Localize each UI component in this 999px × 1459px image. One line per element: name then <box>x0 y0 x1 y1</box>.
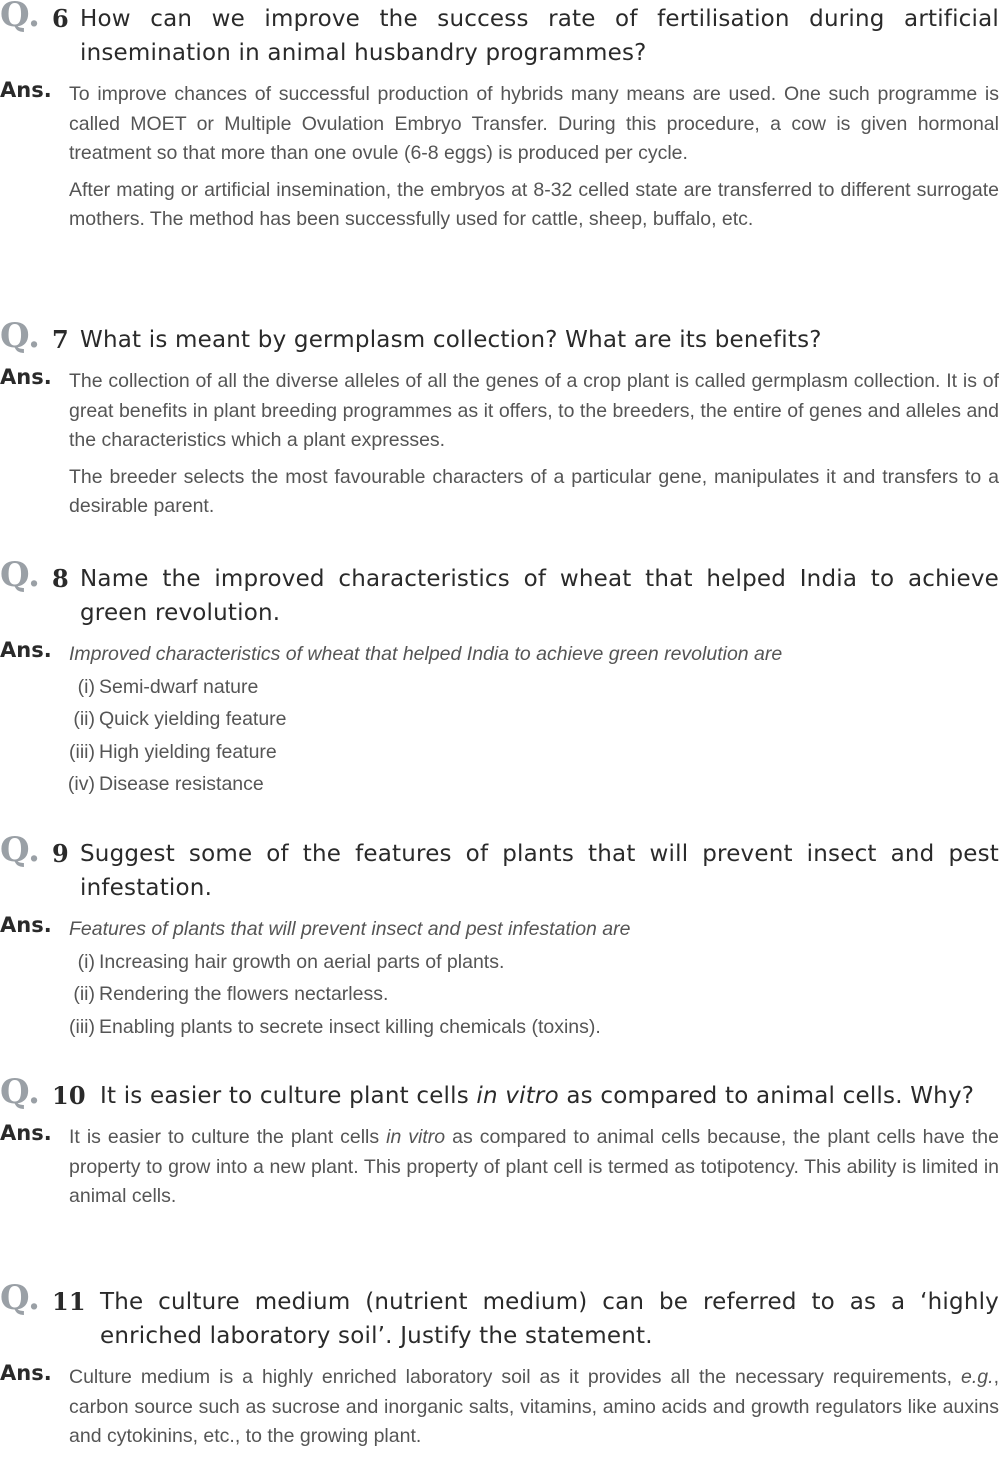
question-label: Q. <box>0 1278 41 1318</box>
answer-label: Ans. <box>0 1121 52 1145</box>
list-numeral: (iv) <box>67 773 95 795</box>
question-text: It is easier to culture plant cells in vitro as compared to animal cells. Why? <box>100 1083 975 1109</box>
list-item <box>69 1011 999 1044</box>
answer-paragraph: The breeder selects the most favourable characters of a particular gene, manipulates it and transfers to a desirable parent. <box>69 465 999 517</box>
list-text: High yielding feature <box>99 740 277 763</box>
answer-block <box>0 1123 999 1212</box>
answer-intro: Features of plants that will prevent insect and pest infestation are <box>69 918 631 940</box>
list-item <box>69 946 999 979</box>
list-item <box>69 978 999 1011</box>
question-heading <box>0 1072 999 1113</box>
question-number: 6 <box>52 4 69 33</box>
answer-label: Ans. <box>0 913 52 937</box>
answer-block <box>0 640 999 801</box>
list-numeral: (i) <box>77 950 95 973</box>
question-block-10 <box>0 1072 999 1219</box>
answer-paragraph: To improve chances of successful production of hybrids many means are used. One such programme is called MOET or Multiple Ovulation Embryo Transfer. During this procedure, a cow is given hormonal treatment so that more than one ovule (6-8 eggs) is produced per cycle. <box>69 83 999 164</box>
list-numeral: (ii) <box>73 983 95 1005</box>
question-text: How can we improve the success rate of fertilisation during artificial insemination in animal husbandry programmes? <box>80 6 999 66</box>
answer-paragraph: The collection of all the diverse alleles of all the genes of a crop plant is called germplasm collection. It is of great benefits in plant breeding programmes as it offers, to the breeders, the entire of genes and alleles and the characteristics which a plant expresses. <box>69 370 999 451</box>
question-label: Q. <box>0 830 41 870</box>
question-label: Q. <box>0 0 41 35</box>
list-numeral: (i) <box>77 675 95 698</box>
question-label: Q. <box>0 555 41 595</box>
answer-paragraph: After mating or artificial insemination, the embryos at 8-32 celled state are transferred to different surrogate mothers. The method has been successfully used for cattle, sheep, buffalo, etc. <box>69 178 999 230</box>
answer-label: Ans. <box>0 365 52 389</box>
question-heading <box>0 2 999 70</box>
question-number: 7 <box>52 325 69 354</box>
list-text: Increasing hair growth on aerial parts of plants. <box>99 950 505 973</box>
answer-block <box>0 1363 999 1452</box>
question-number: 8 <box>52 564 69 593</box>
question-block-6 <box>0 2 999 242</box>
list-numeral: (ii) <box>73 708 95 730</box>
list-text: Semi-dwarf nature <box>99 675 259 698</box>
question-block-7 <box>0 316 999 529</box>
question-text: The culture medium (nutrient medium) can be referred to as a ‘highly enriched laboratory soil’. Justify the statement. <box>100 1289 999 1349</box>
question-heading <box>0 555 999 630</box>
list-numeral: (iii) <box>69 1015 95 1038</box>
list-item <box>69 671 999 704</box>
question-heading <box>0 1278 999 1353</box>
question-block-9 <box>0 830 999 1043</box>
question-number: 9 <box>52 839 69 868</box>
question-label: Q. <box>0 1072 41 1112</box>
question-text: Name the improved characteristics of wheat that helped India to achieve green revolution. <box>80 566 999 626</box>
answer-paragraph: Culture medium is a highly enriched laboratory soil as it provides all the necessary requirements, e.g., carbon source such as sucrose and inorganic salts, vitamins, amino acids and growth regulators like auxins and cytokinins, etc., to the growing plant. <box>69 1366 999 1447</box>
list-text: Quick yielding feature <box>99 708 287 730</box>
list-numeral: (iii) <box>69 740 95 763</box>
answer-label: Ans. <box>0 638 52 662</box>
question-heading <box>0 830 999 905</box>
question-number: 10 <box>52 1081 86 1110</box>
list-text: Enabling plants to secrete insect killing chemicals (toxins). <box>99 1015 601 1038</box>
question-block-11 <box>0 1278 999 1459</box>
answer-paragraph: It is easier to culture the plant cells in vitro as compared to animal cells because, the plant cells have the property to grow into a new plant. This property of plant cell is termed as totipotency. This ability is limited in animal cells. <box>69 1126 999 1207</box>
answer-label: Ans. <box>0 1361 52 1385</box>
list-item <box>69 736 999 769</box>
question-text: What is meant by germplasm collection? What are its benefits? <box>80 327 822 353</box>
answer-block <box>0 915 999 1043</box>
question-block-8 <box>0 555 999 801</box>
answer-block <box>0 367 999 522</box>
answer-intro: Improved characteristics of wheat that helped India to achieve green revolution are <box>69 643 783 665</box>
question-number: 11 <box>52 1287 86 1316</box>
list-text: Disease resistance <box>99 773 264 795</box>
answer-block <box>0 80 999 235</box>
answer-label: Ans. <box>0 78 52 102</box>
list-text: Rendering the flowers nectarless. <box>99 983 389 1005</box>
question-label: Q. <box>0 316 41 356</box>
question-text: Suggest some of the features of plants that will prevent insect and pest infestation. <box>80 841 999 901</box>
list-item <box>69 703 999 736</box>
question-heading <box>0 316 999 357</box>
list-item <box>69 768 999 801</box>
